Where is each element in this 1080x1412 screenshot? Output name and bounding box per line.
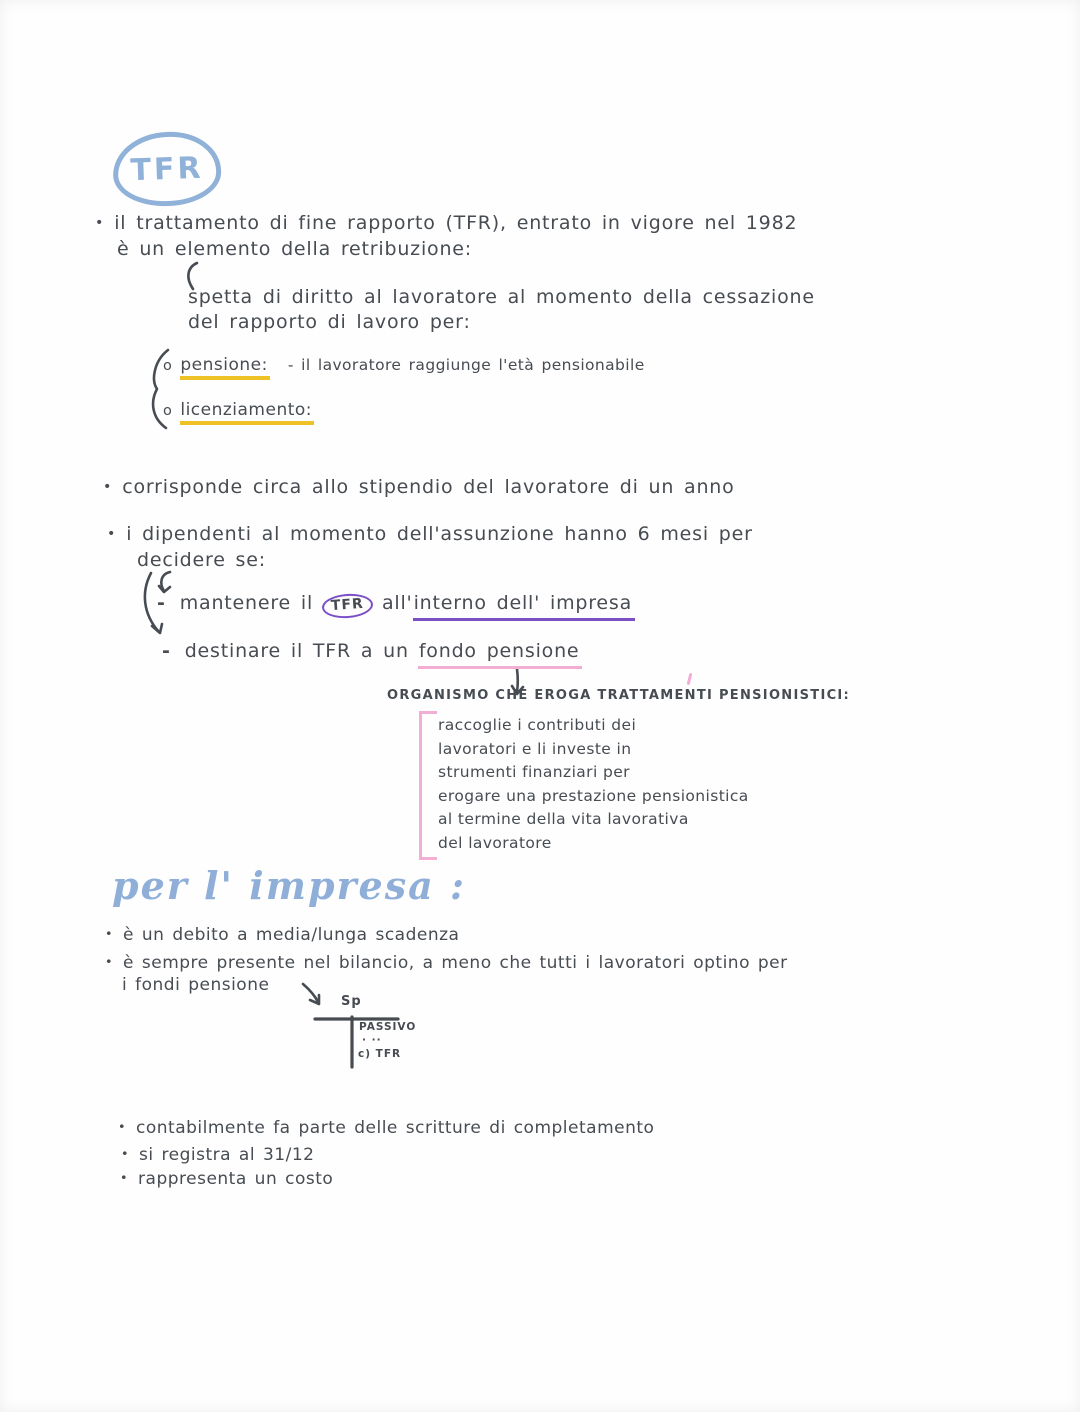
intro-line-1 <box>95 212 797 234</box>
accounting-text: rappresenta un costo <box>138 1169 334 1189</box>
circle-bullet: o <box>163 358 173 374</box>
entitlement-text-2: del rapporto di lavoro per: <box>188 311 471 333</box>
tfr-entry-text: c) TFR <box>358 1048 402 1060</box>
accounting-row <box>121 1145 314 1165</box>
dash-bullet: - <box>162 640 171 662</box>
page-title: TFR <box>129 150 205 188</box>
bullet-dot: • <box>107 526 117 542</box>
entitlement-line-2 <box>188 311 471 333</box>
accounting-row <box>120 1169 333 1189</box>
balance-sheet-label <box>341 994 362 1009</box>
case-pension-row <box>163 355 645 375</box>
company-debt-row <box>105 925 459 945</box>
option-keep-row <box>157 592 635 618</box>
fund-line: al termine della vita lavorativa <box>438 810 689 828</box>
bullet-dot: • <box>95 215 105 231</box>
intro-line-2 <box>117 238 472 260</box>
bullet-dot: • <box>118 1120 127 1135</box>
option-keep-prefix: mantenere il <box>179 592 314 614</box>
bullet-dot: • <box>105 955 114 970</box>
dash-bullet: - <box>157 592 166 614</box>
pink-tick-mark <box>687 673 693 685</box>
choice-text-1: i dipendenti al momento dell'assunzione hanno 6 mesi per <box>126 523 753 545</box>
choice-row-1 <box>107 523 753 545</box>
entitlement-text-1: spetta di diritto al lavoratore al momento della cessazione <box>188 286 815 308</box>
company-balance-text-2: i fondi pensione <box>122 975 270 995</box>
fund-line: lavoratori e li investe in <box>438 739 632 758</box>
case-dismissal-row <box>163 400 314 420</box>
passivo-text: PASSIVO <box>359 1021 417 1033</box>
accounting-row <box>118 1118 654 1138</box>
company-balance-row-2 <box>122 975 269 995</box>
option-fund-underlined: fondo pensione <box>418 640 583 669</box>
t-account-dots <box>362 1034 382 1046</box>
worth-row <box>103 476 735 498</box>
t-account-side-label <box>359 1021 416 1033</box>
fund-line: del lavoratore <box>438 833 552 852</box>
circle-bullet: o <box>163 403 173 419</box>
company-debt-text: è un debito a media/lunga scadenza <box>123 925 460 945</box>
arrow-curve-head-icon <box>152 624 162 633</box>
company-balance-text-1: è sempre presente nel bilancio, a meno che tutti i lavoratori optino per <box>123 953 788 973</box>
accounting-text: contabilmente fa parte delle scritture di completamento <box>136 1118 655 1138</box>
tfr-title-badge <box>112 130 223 208</box>
bullet-dot: • <box>120 1171 129 1186</box>
fund-heading <box>387 688 850 703</box>
intro-text-2: è un elemento della retribuzione: <box>117 238 472 260</box>
tfr-circled-badge: TFR <box>321 592 373 619</box>
accounting-text: si registra al 31/12 <box>139 1145 315 1165</box>
arrow-sp-icon <box>303 984 318 1002</box>
company-section-heading <box>112 863 466 908</box>
bullet-dot: • <box>105 927 114 942</box>
fund-description <box>438 714 749 855</box>
fund-line: erogare una prestazione pensionistica <box>438 786 749 805</box>
t-account-entry <box>358 1048 401 1060</box>
pension-note: - il lavoratore raggiunge l'età pensionabile <box>287 356 645 374</box>
worth-text: corrisponde circa allo stipendio del lavoratore di un anno <box>122 476 735 498</box>
entitlement-line-1 <box>188 286 815 308</box>
company-balance-row-1 <box>105 953 788 973</box>
intro-text-1: il trattamento di fine rapporto (TFR), entrato in vigore nel 1982 <box>114 212 798 234</box>
dismissal-label: licenziamento: <box>180 400 314 425</box>
choice-text-2: decidere se: <box>137 549 266 571</box>
bullet-dot: • <box>121 1147 130 1162</box>
arrow-hook-icon <box>161 572 170 591</box>
sp-text: Sp <box>341 994 362 1009</box>
fund-heading-text: ORGANISMO CHE EROGA TRATTAMENTI PENSIONISTICI: <box>387 688 851 703</box>
option-fund-prefix: destinare il TFR a un <box>184 640 409 662</box>
arrow-sp-head-icon <box>310 995 319 1004</box>
dots-text: · ·· <box>362 1034 382 1046</box>
option-fund-row <box>162 640 582 662</box>
fund-line: strumenti finanziari per <box>438 763 630 781</box>
choice-row-2 <box>137 549 266 571</box>
fund-line: raccoglie i contributi dei <box>438 716 637 734</box>
option-keep-mid: all' <box>381 592 413 614</box>
option-keep-underlined: interno dell' impresa <box>413 592 636 621</box>
company-heading-text: per l' impresa : <box>112 863 466 908</box>
pink-bracket <box>419 711 437 860</box>
bullet-dot: • <box>103 479 113 495</box>
pension-label: pensione: <box>180 355 269 380</box>
